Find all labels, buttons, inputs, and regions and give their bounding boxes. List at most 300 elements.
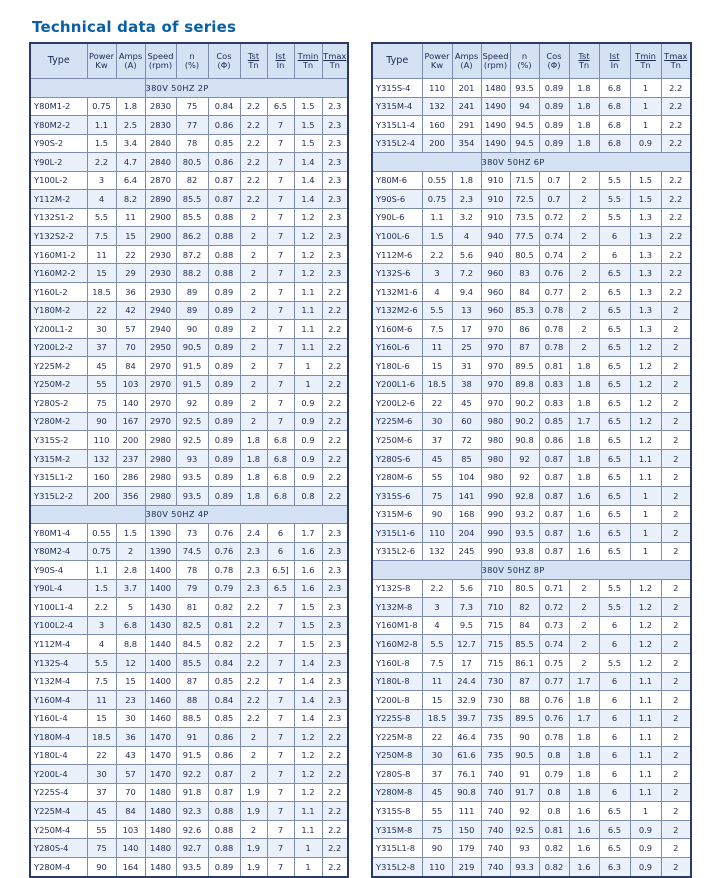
- value-cell: 86.1: [510, 653, 539, 672]
- value-cell: 970: [481, 357, 510, 376]
- value-cell: 1400: [145, 672, 176, 691]
- value-cell: 42: [116, 301, 145, 320]
- col-power-header: Power Kw: [87, 43, 116, 79]
- value-cell: 237: [116, 449, 145, 468]
- value-cell: 11: [422, 672, 452, 691]
- value-cell: 0.87: [539, 468, 569, 487]
- value-cell: 715: [481, 653, 510, 672]
- value-cell: 0.85: [539, 412, 569, 431]
- value-cell: 7: [267, 394, 294, 413]
- table-row: [30, 357, 348, 376]
- value-cell: 2930: [145, 264, 176, 283]
- value-cell: 0.89: [208, 394, 240, 413]
- value-cell: 84.5: [176, 635, 208, 654]
- type-cell: Y132M-8: [372, 598, 422, 617]
- value-cell: 61.6: [452, 746, 481, 765]
- value-cell: 7: [267, 264, 294, 283]
- value-cell: 730: [481, 691, 510, 710]
- value-cell: 91.5: [176, 375, 208, 394]
- value-cell: 0.86: [208, 746, 240, 765]
- value-cell: 6.8: [267, 487, 294, 506]
- value-cell: 2.2: [87, 598, 116, 617]
- value-cell: 0.89: [208, 357, 240, 376]
- value-cell: 2870: [145, 171, 176, 190]
- value-cell: 11: [87, 691, 116, 710]
- value-cell: 1.8: [240, 449, 267, 468]
- type-cell: Y80M2-4: [30, 542, 87, 561]
- value-cell: 1.8: [240, 487, 267, 506]
- value-cell: 15: [422, 357, 452, 376]
- value-cell: 1: [630, 542, 661, 561]
- value-cell: 5.5: [599, 598, 630, 617]
- value-cell: 2.4: [240, 524, 267, 543]
- value-cell: 0.81: [539, 820, 569, 839]
- value-cell: 1.7: [294, 524, 322, 543]
- value-cell: 2: [569, 245, 599, 264]
- value-cell: 2.3: [322, 635, 348, 654]
- table-row: [30, 709, 348, 728]
- type-cell: Y200L-8: [372, 691, 422, 710]
- type-cell: Y80M-6: [372, 171, 422, 190]
- value-cell: 1.3: [630, 283, 661, 302]
- value-cell: 0.8: [539, 802, 569, 821]
- value-cell: 1: [294, 839, 322, 858]
- value-cell: 710: [481, 579, 510, 598]
- value-cell: 22: [422, 394, 452, 413]
- value-cell: 2: [661, 635, 691, 654]
- value-cell: 45: [422, 783, 452, 802]
- value-cell: 88.5: [176, 709, 208, 728]
- table-row: [30, 598, 348, 617]
- col-ist-header: Ist In: [599, 43, 630, 79]
- type-cell: Y132S-6: [372, 264, 422, 283]
- value-cell: 79: [176, 579, 208, 598]
- value-cell: 0.87: [539, 505, 569, 524]
- value-cell: 160: [422, 116, 452, 135]
- value-cell: 0.89: [208, 857, 240, 876]
- type-cell: Y160M2-2: [30, 264, 87, 283]
- table-row: [30, 134, 348, 153]
- value-cell: 2.3: [322, 691, 348, 710]
- value-cell: 0.89: [539, 97, 569, 116]
- value-cell: 1: [630, 97, 661, 116]
- value-cell: 0.74: [539, 635, 569, 654]
- value-cell: 132: [87, 449, 116, 468]
- value-cell: 90.5: [176, 338, 208, 357]
- type-cell: Y200L1-6: [372, 375, 422, 394]
- value-cell: 0.89: [539, 134, 569, 153]
- value-cell: 2940: [145, 320, 176, 339]
- value-cell: 85: [452, 449, 481, 468]
- value-cell: 1.2: [630, 357, 661, 376]
- value-cell: 110: [422, 524, 452, 543]
- value-cell: 92: [176, 394, 208, 413]
- value-cell: 1.8: [569, 134, 599, 153]
- value-cell: 13: [452, 301, 481, 320]
- value-cell: 2: [240, 412, 267, 431]
- type-cell: Y315S-6: [372, 487, 422, 506]
- value-cell: 91.5: [176, 357, 208, 376]
- type-cell: Y250M-2: [30, 375, 87, 394]
- value-cell: 1.8: [569, 449, 599, 468]
- value-cell: 7: [267, 245, 294, 264]
- value-cell: 0.88: [208, 820, 240, 839]
- type-cell: Y160M-4: [30, 691, 87, 710]
- value-cell: 2.5: [116, 116, 145, 135]
- table-row: [30, 839, 348, 858]
- value-cell: 2.2: [322, 820, 348, 839]
- table-row: [30, 301, 348, 320]
- value-cell: 1: [294, 357, 322, 376]
- section-band-row: [372, 561, 691, 580]
- value-cell: 6.5: [599, 505, 630, 524]
- col-tmin-header: Tmin Tn: [294, 43, 322, 79]
- value-cell: 0.75: [87, 97, 116, 116]
- value-cell: 1.8: [569, 97, 599, 116]
- type-cell: Y90L-6: [372, 208, 422, 227]
- type-cell: Y180L-4: [30, 746, 87, 765]
- value-cell: 2: [661, 691, 691, 710]
- type-cell: Y315S-8: [372, 802, 422, 821]
- type-cell: Y280M-8: [372, 783, 422, 802]
- value-cell: 1.1: [630, 468, 661, 487]
- value-cell: 2: [240, 227, 267, 246]
- value-cell: 0.75: [422, 190, 452, 209]
- value-cell: 1.8: [569, 691, 599, 710]
- table-row: [372, 394, 691, 413]
- value-cell: 2.2: [87, 153, 116, 172]
- value-cell: 7.5: [422, 653, 452, 672]
- value-cell: 0.87: [208, 783, 240, 802]
- value-cell: 2940: [145, 301, 176, 320]
- value-cell: 2: [240, 208, 267, 227]
- value-cell: 7.5: [87, 672, 116, 691]
- value-cell: 89.8: [510, 375, 539, 394]
- value-cell: 2980: [145, 468, 176, 487]
- table-row: [372, 134, 691, 153]
- value-cell: 70: [116, 338, 145, 357]
- type-cell: Y132M2-6: [372, 301, 422, 320]
- value-cell: 2: [569, 283, 599, 302]
- value-cell: 2.3: [322, 524, 348, 543]
- table-row: [30, 338, 348, 357]
- table-row: [372, 579, 691, 598]
- value-cell: 1.8: [569, 116, 599, 135]
- value-cell: 2.2: [322, 802, 348, 821]
- type-cell: Y160M1-2: [30, 245, 87, 264]
- value-cell: 30: [116, 709, 145, 728]
- value-cell: 0.9: [630, 839, 661, 858]
- value-cell: 1.5: [422, 227, 452, 246]
- value-cell: 92.5: [176, 431, 208, 450]
- value-cell: 1.1: [630, 691, 661, 710]
- value-cell: 0.73: [539, 616, 569, 635]
- value-cell: 940: [481, 245, 510, 264]
- table-row: [30, 802, 348, 821]
- value-cell: 980: [481, 468, 510, 487]
- value-cell: 1.1: [630, 765, 661, 784]
- value-cell: 87: [510, 672, 539, 691]
- value-cell: 76.1: [452, 765, 481, 784]
- table-row: [372, 672, 691, 691]
- value-cell: 6: [599, 245, 630, 264]
- value-cell: 2.8: [116, 561, 145, 580]
- value-cell: 22: [422, 728, 452, 747]
- value-cell: 0.89: [208, 449, 240, 468]
- table-row: [372, 468, 691, 487]
- value-cell: 2.3: [322, 153, 348, 172]
- table-row: [372, 116, 691, 135]
- value-cell: 0.89: [208, 301, 240, 320]
- value-cell: 2.2: [661, 79, 691, 98]
- col-ist-header: Ist In: [267, 43, 294, 79]
- value-cell: 92.5: [176, 412, 208, 431]
- value-cell: 2890: [145, 190, 176, 209]
- value-cell: 6.5: [599, 524, 630, 543]
- table-row: [372, 190, 691, 209]
- value-cell: 5.5: [87, 208, 116, 227]
- value-cell: 6.5: [599, 412, 630, 431]
- value-cell: 2.2: [322, 765, 348, 784]
- value-cell: 735: [481, 709, 510, 728]
- value-cell: 45: [87, 357, 116, 376]
- page-title: Technical data of series: [32, 18, 237, 36]
- value-cell: 1.8: [569, 79, 599, 98]
- value-cell: 0.82: [539, 839, 569, 858]
- type-cell: Y132S-8: [372, 579, 422, 598]
- value-cell: 4: [422, 283, 452, 302]
- table-row: [30, 857, 348, 876]
- value-cell: 2.2: [322, 412, 348, 431]
- value-cell: 89.5: [510, 357, 539, 376]
- value-cell: 5.5: [599, 208, 630, 227]
- value-cell: 980: [481, 412, 510, 431]
- value-cell: 2.3: [322, 598, 348, 617]
- value-cell: 2: [661, 357, 691, 376]
- value-cell: 0.89: [208, 487, 240, 506]
- value-cell: 2.2: [240, 616, 267, 635]
- value-cell: 75: [422, 487, 452, 506]
- band-spacer: [372, 153, 481, 172]
- value-cell: 150: [452, 820, 481, 839]
- table-row: [30, 653, 348, 672]
- type-cell: Y225M-8: [372, 728, 422, 747]
- value-cell: 2: [661, 802, 691, 821]
- value-cell: 90.2: [510, 394, 539, 413]
- table-row: [372, 375, 691, 394]
- value-cell: 82: [510, 598, 539, 617]
- value-cell: 2.2: [240, 116, 267, 135]
- value-cell: 2: [569, 227, 599, 246]
- table-row: [30, 153, 348, 172]
- value-cell: 2.3: [322, 171, 348, 190]
- value-cell: 2.3: [322, 542, 348, 561]
- value-cell: 990: [481, 524, 510, 543]
- value-cell: 7: [267, 227, 294, 246]
- value-cell: 1460: [145, 691, 176, 710]
- table-row: [30, 487, 348, 506]
- value-cell: 1.6: [294, 561, 322, 580]
- value-cell: 2.3: [322, 227, 348, 246]
- value-cell: 0.9: [630, 857, 661, 876]
- table-row: [30, 375, 348, 394]
- value-cell: 3.7: [116, 579, 145, 598]
- col-amps-header: Amps (A): [452, 43, 481, 79]
- value-cell: 1.8: [569, 375, 599, 394]
- table-row: [372, 487, 691, 506]
- value-cell: 1.2: [630, 616, 661, 635]
- value-cell: 0.86: [539, 431, 569, 450]
- value-cell: 1.8: [569, 394, 599, 413]
- type-cell: Y80M1-4: [30, 524, 87, 543]
- table-row: [372, 412, 691, 431]
- value-cell: 2.3: [322, 208, 348, 227]
- type-cell: Y100L1-4: [30, 598, 87, 617]
- value-cell: 7: [267, 283, 294, 302]
- value-cell: 1.5: [294, 116, 322, 135]
- value-cell: 715: [481, 635, 510, 654]
- value-cell: 2.2: [661, 208, 691, 227]
- section-band-label: 380V 50HZ 4P: [145, 505, 348, 524]
- table-row: [30, 412, 348, 431]
- type-cell: Y225M-4: [30, 802, 87, 821]
- value-cell: 2: [240, 394, 267, 413]
- value-cell: 2830: [145, 97, 176, 116]
- value-cell: 0.7: [539, 171, 569, 190]
- value-cell: 84: [510, 283, 539, 302]
- col-tmin-header: Tmin Tn: [630, 43, 661, 79]
- value-cell: 4: [452, 227, 481, 246]
- value-cell: 2.3: [452, 190, 481, 209]
- value-cell: 710: [481, 598, 510, 617]
- table-row: [372, 820, 691, 839]
- value-cell: 2900: [145, 227, 176, 246]
- value-cell: 45: [452, 394, 481, 413]
- type-cell: Y315L1-2: [30, 468, 87, 487]
- value-cell: 90: [87, 857, 116, 876]
- value-cell: 1.3: [630, 301, 661, 320]
- value-cell: 0.77: [539, 672, 569, 691]
- value-cell: 92.2: [176, 765, 208, 784]
- value-cell: 0.78: [539, 301, 569, 320]
- value-cell: 245: [452, 542, 481, 561]
- value-cell: 0.9: [294, 412, 322, 431]
- value-cell: 17: [452, 653, 481, 672]
- type-cell: Y132M1-6: [372, 283, 422, 302]
- value-cell: 1.6: [569, 505, 599, 524]
- value-cell: 2: [661, 598, 691, 617]
- table-row: [372, 301, 691, 320]
- value-cell: 0.8: [294, 487, 322, 506]
- table-row: [372, 765, 691, 784]
- value-cell: 7.5: [87, 227, 116, 246]
- value-cell: 78: [176, 561, 208, 580]
- value-cell: 6.5: [267, 579, 294, 598]
- value-cell: 7: [267, 338, 294, 357]
- value-cell: 0.89: [208, 320, 240, 339]
- value-cell: 29: [116, 264, 145, 283]
- value-cell: 80.5: [176, 153, 208, 172]
- value-cell: 1400: [145, 653, 176, 672]
- value-cell: 7: [267, 802, 294, 821]
- value-cell: 1.8: [569, 468, 599, 487]
- value-cell: 970: [481, 394, 510, 413]
- value-cell: 2: [661, 320, 691, 339]
- type-cell: Y315L2-8: [372, 857, 422, 876]
- value-cell: 88.2: [176, 264, 208, 283]
- type-cell: Y315M-2: [30, 449, 87, 468]
- value-cell: 0.55: [87, 524, 116, 543]
- value-cell: 1.6: [569, 820, 599, 839]
- value-cell: 1480: [145, 857, 176, 876]
- value-cell: 2.3: [322, 653, 348, 672]
- value-cell: 80.5: [510, 245, 539, 264]
- value-cell: 980: [481, 431, 510, 450]
- value-cell: 2: [569, 208, 599, 227]
- value-cell: 55: [422, 468, 452, 487]
- value-cell: 970: [481, 320, 510, 339]
- value-cell: 2.2: [661, 190, 691, 209]
- table-row: [372, 320, 691, 339]
- value-cell: 82: [176, 171, 208, 190]
- value-cell: 15: [116, 672, 145, 691]
- value-cell: 7: [267, 153, 294, 172]
- value-cell: 7.2: [452, 264, 481, 283]
- table-row: [372, 338, 691, 357]
- value-cell: 1.5: [87, 579, 116, 598]
- col-amps-header: Amps (A): [116, 43, 145, 79]
- value-cell: 36: [116, 283, 145, 302]
- value-cell: 2.3: [322, 97, 348, 116]
- value-cell: 6.5: [599, 839, 630, 858]
- value-cell: 5.5: [599, 171, 630, 190]
- value-cell: 7: [267, 709, 294, 728]
- value-cell: 0.87: [208, 765, 240, 784]
- value-cell: 93.8: [510, 542, 539, 561]
- value-cell: 2970: [145, 375, 176, 394]
- value-cell: 6.8: [599, 134, 630, 153]
- value-cell: 1.1: [294, 283, 322, 302]
- value-cell: 8.2: [116, 190, 145, 209]
- value-cell: 36: [116, 728, 145, 747]
- value-cell: 1.4: [294, 153, 322, 172]
- table-row: [372, 245, 691, 264]
- value-cell: 7: [267, 301, 294, 320]
- value-cell: 2.2: [661, 116, 691, 135]
- value-cell: 7: [267, 672, 294, 691]
- value-cell: 2.3: [322, 672, 348, 691]
- col-speed-header: Speed (rpm): [145, 43, 176, 79]
- value-cell: 2: [661, 653, 691, 672]
- type-cell: Y80M1-2: [30, 97, 87, 116]
- value-cell: 2970: [145, 412, 176, 431]
- value-cell: 6.5: [599, 431, 630, 450]
- value-cell: 87.2: [176, 245, 208, 264]
- table-row: [372, 728, 691, 747]
- value-cell: 2.2: [240, 134, 267, 153]
- value-cell: 167: [116, 412, 145, 431]
- value-cell: 1.7: [569, 412, 599, 431]
- value-cell: 164: [116, 857, 145, 876]
- value-cell: 7: [267, 190, 294, 209]
- value-cell: 1: [630, 505, 661, 524]
- section-band-row: [372, 153, 691, 172]
- value-cell: 715: [481, 616, 510, 635]
- value-cell: 0.78: [539, 728, 569, 747]
- header-row: [30, 43, 348, 79]
- value-cell: 0.82: [208, 598, 240, 617]
- value-cell: 2: [661, 412, 691, 431]
